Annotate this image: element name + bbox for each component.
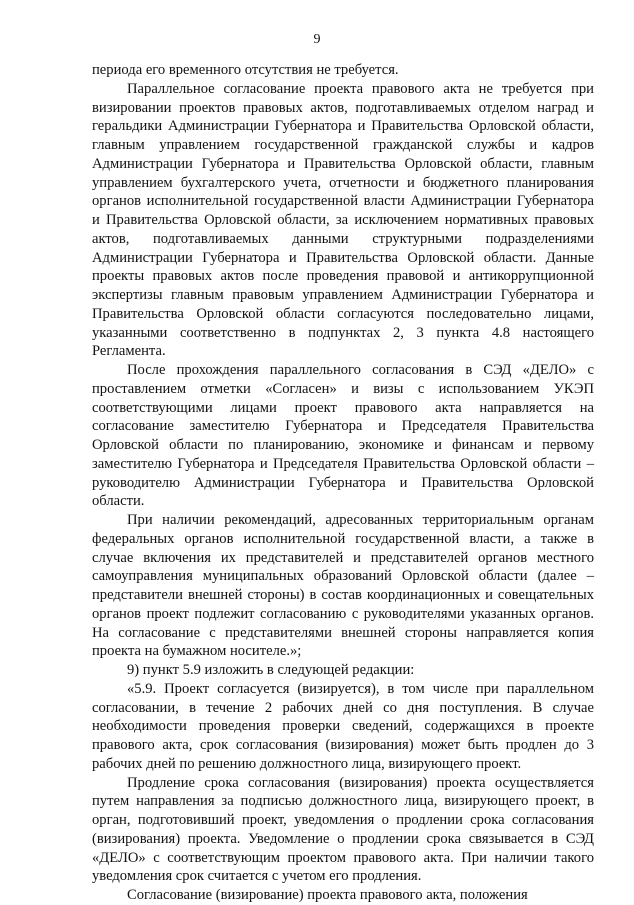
- paragraph-extension: Продление срока согласования (визирования) проекта осуществляется путем направления за подписью должностного лица, визирующего проект, в орган, подготовивший проект, уведомления о продлении срока согласования (визирования) проекта. Уведомление о продлении срока связывается в СЭД «ДЕЛО» с соответствующим проектом правового акта. При наличии такого уведомления срок считается с учетом его продления.: [92, 774, 594, 885]
- paragraph-final: Согласование (визирование) проекта правового акта, положения: [127, 887, 528, 903]
- paragraph-after-approval: После прохождения параллельного согласования в СЭД «ДЕЛО» с проставлением отметки «Согласен» и визы с использованием УКЭП соответствующими лицами проект правового акта направляется на согласование заместителю Губернатора и Председателя Правительства Орловской области по планированию, экономике и финансам и первому заместителю Губернатора и Председателя Правительства Орловской области – руководителю Администрации Губернатора и Правительства Орловской области.: [92, 362, 594, 510]
- paragraph-clause-5-9: «5.9. Проект согласуется (визируется), в том числе при параллельном согласовании, в течение 2 рабочих дней со дня поступления. В случае необходимости проведения проверки сведений, содержащихся в проекте правового акта, срок согласования (визирования) может быть продлен до 3 рабочих дней по решению должностного лица, визирующего проект.: [92, 680, 594, 772]
- page-number: 9: [313, 32, 321, 47]
- document-body: [92, 61, 594, 905]
- paragraph-item-9: 9) пункт 5.9 изложить в следующей редакции:: [127, 662, 415, 678]
- paragraph-parallel-approval: Параллельное согласование проекта правового акта не требуется при визировании проектов правовых актов, подготавливаемых отделом наград и геральдики Администрации Губернатора и Правительства Орловской области, главным управлением государственной гражданской службы и кадров Администрации Губернатора и Правительства Орловской области, главным управлением бухгалтерского учета, отчетности и бюджетного планирования органов исполнительной государственной власти Администрации Губернатора и Правительства Орловской области, за исключением нормативных правовых актов, подготавливаемых данными структурными подразделениями Администрации Губернатора и Правительства Орловской области. Данные проекты правовых актов после проведения правовой и антикоррупционной экспертизы главным правовым управлением Администрации Губернатора и Правительства Орловской области согласуются последовательно лицами, указанными соответственно в подпунктах 2, 3 пункта 4.8 настоящего Регламента.: [92, 80, 594, 360]
- paragraph-recommendations: При наличии рекомендаций, адресованных территориальным органам федеральных органов исполнительной государственной власти, а также в случае включения их представителей и представителей органов местного самоуправления муниципальных образований Орловской области (далее – представители внешней стороны) в состав координационных и совещательных органов проект подлежит согласованию с руководителями указанных органов. На согласование с представителями внешней стороны направляется копия проекта на бумажном носителе.»;: [92, 512, 594, 660]
- paragraph-continuation: периода его временного отсутствия не требуется.: [92, 62, 399, 78]
